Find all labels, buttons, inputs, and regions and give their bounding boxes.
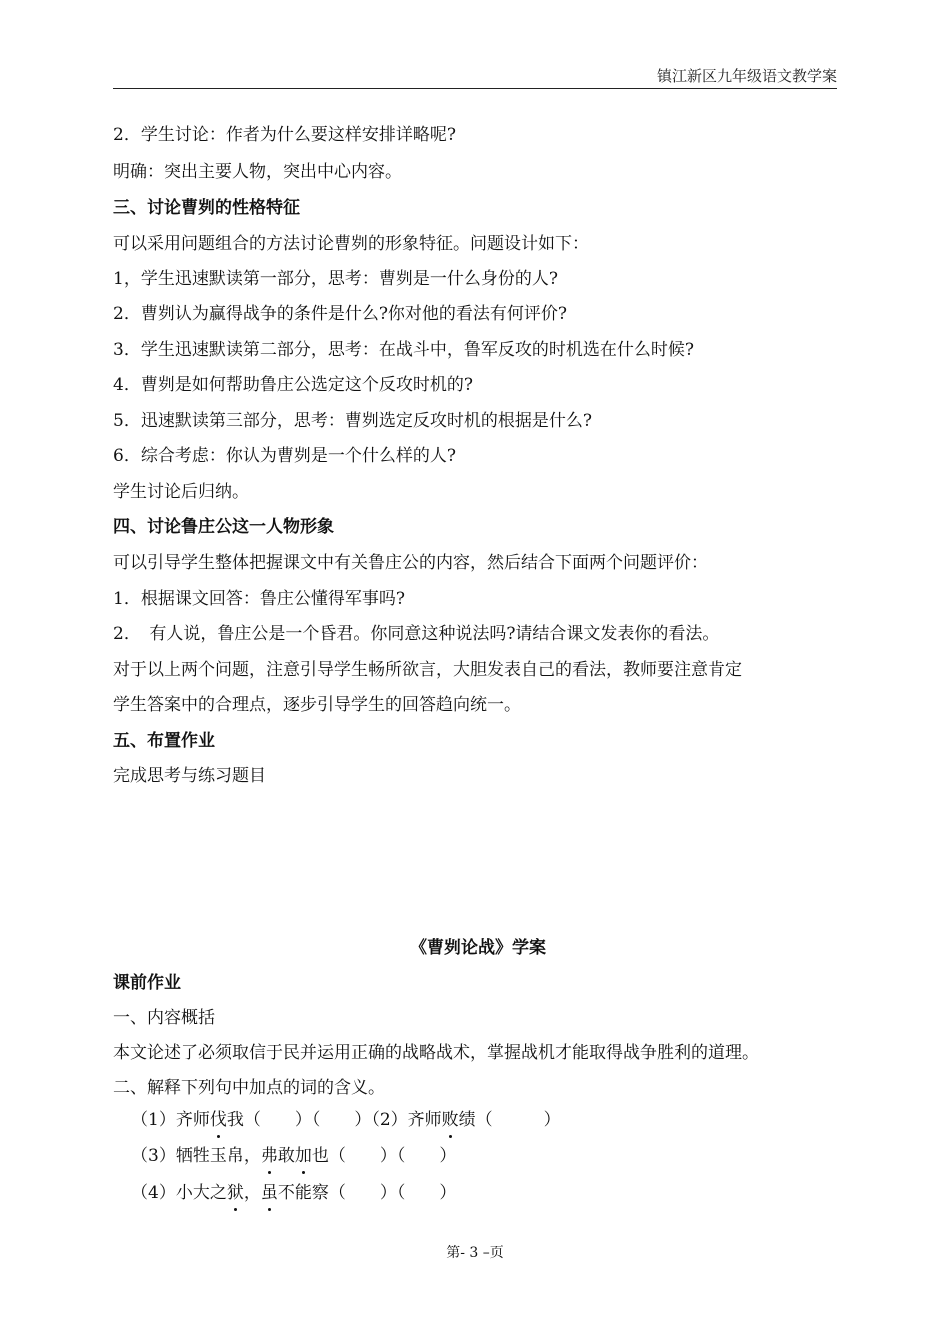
text-line: 学生讨论后归纳。 — [113, 482, 249, 502]
emphasized-word: 加 — [294, 1146, 312, 1166]
question-item: 3．学生迅速默读第二部分，思考：在战斗中，鲁军反攻的时机选在什么时候? — [113, 340, 694, 360]
exercise-text: 不能察（ ）（ ） — [277, 1183, 457, 1203]
text-line: 完成思考与练习题目 — [113, 766, 266, 786]
page-number: 第- 3 –页 — [446, 1245, 504, 1261]
section-heading: 课前作业 — [113, 973, 181, 993]
emphasized-word: 虽 — [260, 1183, 278, 1203]
section-heading: 五、布置作业 — [113, 731, 215, 751]
exercise-item — [131, 1144, 861, 1168]
question-item: 5．迅速默读第三部分，思考：曹刿选定反攻时机的根据是什么? — [113, 411, 592, 431]
exercise-item — [131, 1181, 861, 1205]
question-item: 2．曹刿认为赢得战争的条件是什么?你对他的看法有何评价? — [113, 304, 568, 324]
exercise-item — [131, 1108, 861, 1132]
exercise-text: 敢 — [277, 1146, 295, 1166]
exercise-text: 也（ ）（ ） — [311, 1146, 457, 1166]
emphasized-word: 败 — [441, 1110, 459, 1130]
text-line: 本文论述了必须取信于民并运用正确的战略战术，掌握战机才能取得战争胜利的道理。 — [113, 1043, 759, 1063]
text-line: 可以采用问题组合的方法讨论曹刿的形象特征。问题设计如下： — [113, 234, 589, 254]
question-item: 2． 有人说，鲁庄公是一个昏君。你同意这种说法吗?请结合课文发表你的看法。 — [113, 624, 720, 644]
exercise-text: （4）小大之 — [131, 1183, 227, 1203]
emphasized-word: 狱 — [226, 1183, 244, 1203]
question-item: 4．曹刿是如何帮助鲁庄公选定这个反攻时机的? — [113, 375, 473, 395]
emphasized-word: 伐 — [209, 1110, 227, 1130]
exercise-text: （3）牺牲玉帛， — [131, 1146, 261, 1166]
exercise-text: 我（ ）（ ）（2）齐师 — [226, 1110, 442, 1130]
text-line: 二、解释下列句中加点的词的含义。 — [113, 1078, 385, 1098]
page-header: 镇江新区九年级语文教学案 — [113, 64, 837, 89]
question-item: 1，学生迅速默读第一部分，思考：曹刿是一什么身份的人? — [113, 269, 558, 289]
question-item: 1．根据课文回答：鲁庄公懂得军事吗? — [113, 589, 405, 609]
question-item: 6．综合考虑：你认为曹刿是一个什么样的人? — [113, 446, 456, 466]
exercise-text: （1）齐师 — [131, 1110, 210, 1130]
text-line: 学生答案中的合理点，逐步引导学生的回答趋向统一。 — [113, 695, 521, 715]
emphasized-word: 弗 — [260, 1146, 278, 1166]
text-line: 一、内容概括 — [113, 1008, 215, 1028]
text-line: 可以引导学生整体把握课文中有关鲁庄公的内容，然后结合下面两个问题评价： — [113, 553, 708, 573]
section-heading: 三、讨论曹刿的性格特征 — [113, 198, 300, 218]
text-line: 对于以上两个问题，注意引导学生畅所欲言，大胆发表自己的看法，教师要注意肯定 — [113, 660, 742, 680]
study-plan-title: 《曹刿论战》学案 — [410, 938, 546, 958]
section-heading: 四、讨论鲁庄公这一人物形象 — [113, 517, 334, 537]
text-line: 明确：突出主要人物，突出中心内容。 — [113, 162, 402, 182]
text-line: 2．学生讨论：作者为什么要这样安排详略呢? — [113, 125, 456, 145]
exercise-text: 绩（ ） — [458, 1110, 561, 1130]
exercise-text: ， — [243, 1183, 261, 1203]
